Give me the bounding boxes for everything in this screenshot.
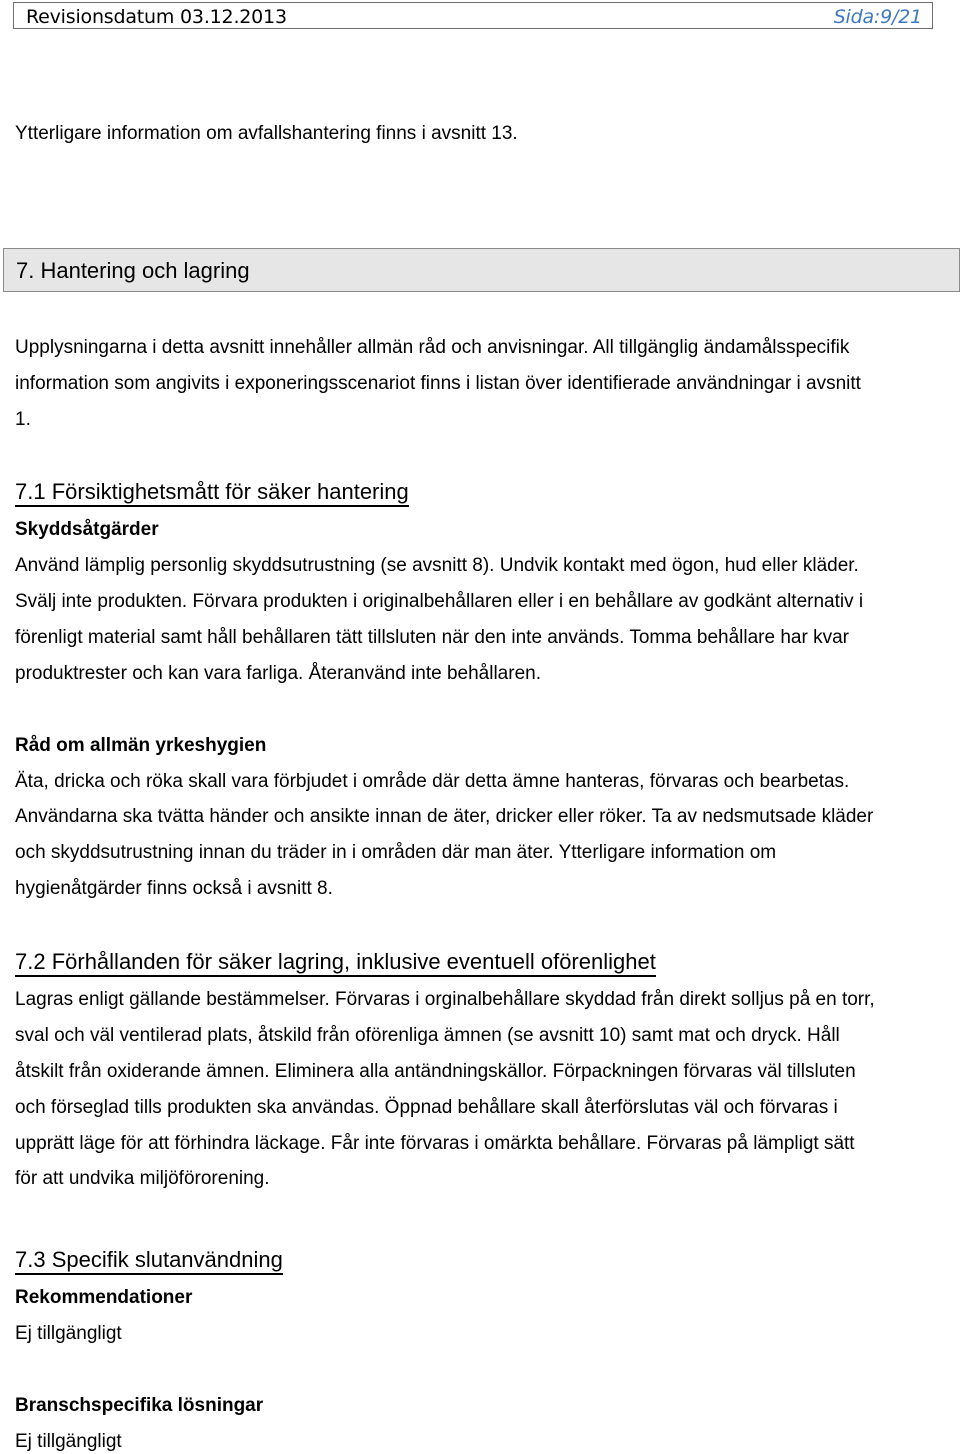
s71-hygien-line-3: och skyddsutrustning innan du träder in i områden där man äter. Ytterligare information om [15, 842, 777, 863]
section-7-bar [3, 248, 960, 292]
s72-line-1: Lagras enligt gällande bestämmelser. Förvaras i orginalbehållare skyddad från direkt solljus på en torr, [15, 989, 875, 1010]
subheading-branschspecifika: Branschspecifika lösningar [15, 1395, 264, 1416]
s72-line-3: åtskilt från oxiderande ämnen. Eliminera alla antändningskällor. Förpackningen förvaras väl tillsluten [15, 1061, 856, 1082]
section-7-line-3: 1. [15, 409, 31, 430]
s71-hygien-line-2: Användarna ska tvätta händer och ansikte innan de äter, dricker eller röker. Ta av nedsmutsade kläder [15, 806, 874, 827]
intro-text: Ytterligare information om avfallshantering finns i avsnitt 13. [15, 123, 518, 144]
s71-text-line-2: Svälj inte produkten. Förvara produkten i originalbehållaren eller i en behållare av godkänt alternativ i [15, 591, 864, 612]
s71-hygien-line-4: hygienåtgärder finns också i avsnitt 8. [15, 878, 333, 899]
section-7-line-1: Upplysningarna i detta avsnitt innehåller allmän råd och anvisningar. All tillgänglig ändamålsspecifik [15, 337, 850, 358]
s71-text-line-4: produktrester och kan vara farliga. Återanvänd inte behållaren. [15, 663, 541, 684]
s72-line-2: sval och väl ventilerad plats, åtskild från oförenliga ämnen (se avsnitt 10) samt mat och dryck. Håll [15, 1025, 840, 1046]
heading-7-1: 7.1 Försiktighetsmått för säker hantering [15, 479, 409, 507]
revision-date: Revisionsdatum 03.12.2013 [26, 6, 287, 28]
heading-7-2: 7.2 Förhållanden för säker lagring, inklusive eventuell oförenlighet [15, 949, 656, 977]
heading-7-3: 7.3 Specifik slutanvändning [15, 1247, 283, 1275]
page-header [13, 2, 933, 29]
rekommendationer-value: Ej tillgängligt [15, 1323, 122, 1344]
subheading-rekommendationer: Rekommendationer [15, 1287, 193, 1308]
page-number: Sida:9/21 [833, 6, 922, 28]
subheading-yrkeshygien: Råd om allmän yrkeshygien [15, 735, 267, 756]
section-7-line-2: information som angivits i exponeringsscenariot finns i listan över identifierade användningar i avsnitt [15, 373, 861, 394]
s71-hygien-line-1: Äta, dricka och röka skall vara förbjudet i område där detta ämne hanteras, förvaras och bearbetas. [15, 771, 850, 792]
s72-line-4: och förseglad tills produkten ska användas. Öppnad behållare skall återförslutas väl och förvaras i [15, 1097, 838, 1118]
section-7-title: 7. Hantering och lagring [16, 258, 250, 283]
s71-text-line-1: Använd lämplig personlig skyddsutrustning (se avsnitt 8). Undvik kontakt med ögon, hud eller kläder. [15, 555, 859, 576]
s71-text-line-3: förenligt material samt håll behållaren tätt tillsluten när den inte används. Tomma behållare har kvar [15, 627, 849, 648]
subheading-skyddsatgarder: Skyddsåtgärder [15, 519, 159, 540]
s72-line-5: upprätt läge för att förhindra läckage. Får inte förvaras i omärkta behållare. Förvaras på lämpligt sätt [15, 1133, 855, 1154]
branschspecifika-value: Ej tillgängligt [15, 1431, 122, 1452]
s72-line-6: för att undvika miljöförorening. [15, 1168, 270, 1189]
